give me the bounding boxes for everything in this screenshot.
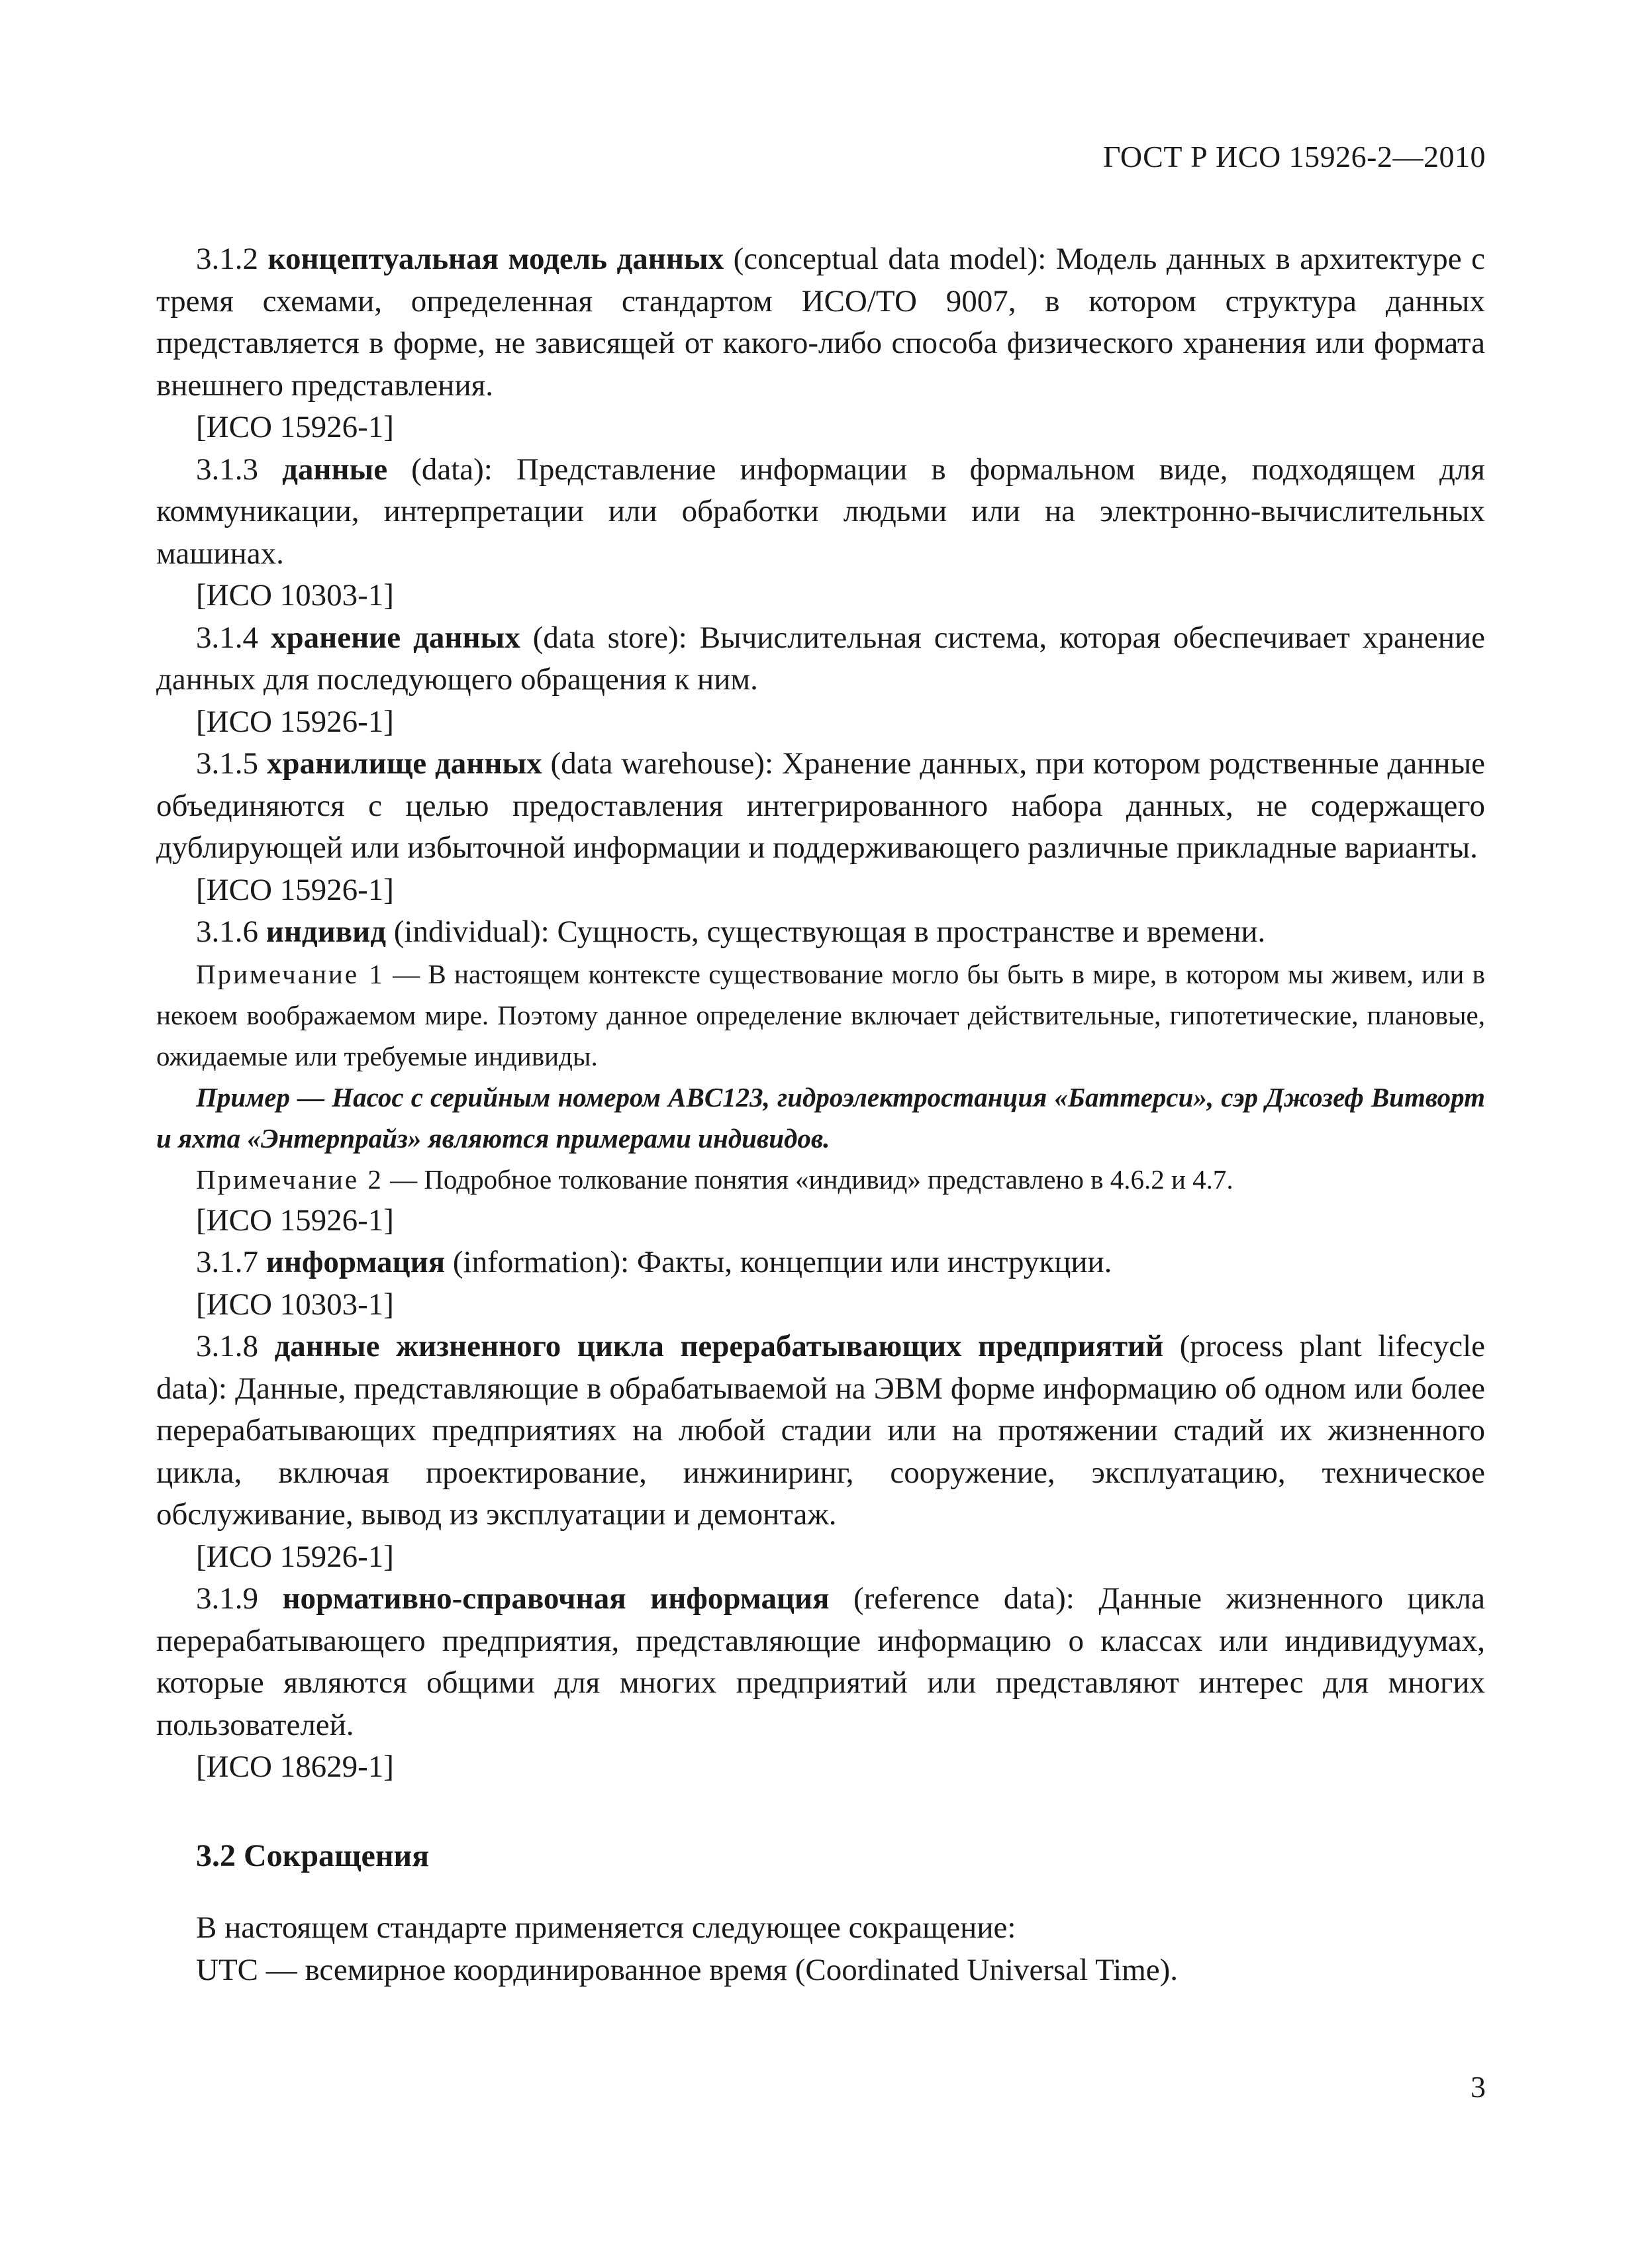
definition-text: (data): Представление информации в формальном виде, подходящем для коммуникации, интерпретации или обработки людьми или на электронно-вычислительных машинах. (156, 452, 1485, 571)
definition-source: [ИСО 15926-1] (196, 704, 394, 739)
note-text: — В настоящем контексте существование могло бы быть в мире, в котором мы живем, или в некоем воображаемом мире. Поэтому данное определение включает действительные, гипотетические, плановые, ожидаемые или требуемые индивиды. (156, 958, 1485, 1071)
definition-number: 3.1.5 (196, 746, 258, 781)
abbreviation-utc: UTC — всемирное координированное время (Coordinated Universal Time). (196, 1952, 1179, 1987)
definition-term: нормативно-справочная информация (282, 1581, 830, 1616)
note-text: — Подробное толкование понятия «индивид» представлено в 4.6.2 и 4.7. (383, 1163, 1233, 1195)
definition-source: [ИСО 18629-1] (196, 1750, 394, 1784)
section-intro: В настоящем стандарте применяется следующее сокращение: (196, 1910, 1016, 1945)
definition-text: (reference data): Данные жизненного цикла перерабатывающего предприятия, представляющие информацию о классах или индивидуумах, которые являются общими для многих предприятий или представляют интерес для многих пользователей. (156, 1581, 1485, 1742)
definition-number: 3.1.2 (196, 242, 258, 276)
definition-3-1-8 (156, 1326, 1485, 1536)
definition-source: [ИСО 15926-1] (196, 872, 394, 907)
definition-3-1-5 (156, 743, 1485, 869)
definition-source: [ИСО 10303-1] (196, 1287, 394, 1322)
document-body (156, 238, 1485, 1991)
definition-source: [ИСО 10303-1] (196, 578, 394, 613)
definition-text: (data warehouse): Хранение данных, при котором родственные данные объединяются с целью предоставления интегрированного набора данных, не содержащего дублирующей или избыточной информации и поддерживающего различные прикладные варианты. (156, 746, 1486, 865)
definition-term: хранение данных (271, 620, 520, 655)
definition-source: [ИСО 15926-1] (196, 1539, 394, 1574)
definition-text: (conceptual data model): Модель данных в архитектуре с тремя схемами, определенная стандартом ИСО/ТО 9007, в котором структура данных представляется в форме, не зависящей от какого-либо способа физического хранения или формата внешнего представления. (156, 242, 1485, 403)
definition-source: [ИСО 15926-1] (196, 1203, 394, 1238)
definition-text: (data store): Вычислительная система, которая обеспечивает хранение данных для последующего обращения к ним. (156, 620, 1486, 697)
note-2 (156, 1159, 1485, 1200)
definition-number: 3.1.8 (196, 1329, 258, 1363)
definition-term: информация (266, 1245, 446, 1279)
definition-3-1-4 (156, 617, 1485, 701)
definition-3-1-7 (156, 1242, 1485, 1284)
document-header: ГОСТ Р ИСО 15926-2—2010 (1102, 140, 1486, 173)
definition-number: 3.1.3 (196, 452, 258, 487)
definition-3-1-2 (156, 238, 1485, 407)
definition-number: 3.1.6 (196, 914, 258, 949)
definition-term: концептуальная модель данных (267, 242, 724, 276)
definition-3-1-6 (156, 911, 1485, 954)
note-label: Примечание 1 (196, 958, 385, 989)
example: Пример — Насос с серийным номером ABC123, гидроэлектростанция «Баттерси», сэр Джозеф Витворт и яхта «Энтерпрайз» являются примерами индивидов. (156, 1081, 1485, 1154)
definition-text: (information): Факты, концепции или инструкции. (445, 1245, 1112, 1279)
definition-number: 3.1.9 (196, 1581, 258, 1616)
definition-term: индивид (266, 914, 387, 949)
definition-term: данные (282, 452, 388, 487)
note-label: Примечание 2 (196, 1163, 383, 1195)
definition-text: (individual): Сущность, существующая в пространстве и времени. (386, 914, 1266, 949)
definition-number: 3.1.7 (196, 1245, 258, 1279)
definition-text: (process plant lifecycle data): Данные, представляющие в обрабатываемой на ЭВМ форме информацию об одном или более перерабатывающих предприятиях на любой стадии или на протяжении стадий их жизненного цикла, включая проектирование, инжиниринг, сооружение, эксплуатацию, техническое обслуживание, вывод из эксплуатации и демонтаж. (156, 1329, 1485, 1532)
definition-term: хранилище данных (266, 746, 542, 781)
page-number: 3 (1471, 2070, 1486, 2104)
definition-term: данные жизненного цикла перерабатывающих предприятий (274, 1329, 1164, 1363)
section-title: 3.2 Сокращения (196, 1838, 430, 1873)
definition-3-1-3 (156, 449, 1485, 575)
note-1 (156, 954, 1485, 1077)
definition-3-1-9 (156, 1578, 1485, 1746)
definition-source: [ИСО 15926-1] (196, 410, 394, 444)
definition-number: 3.1.4 (196, 620, 258, 655)
